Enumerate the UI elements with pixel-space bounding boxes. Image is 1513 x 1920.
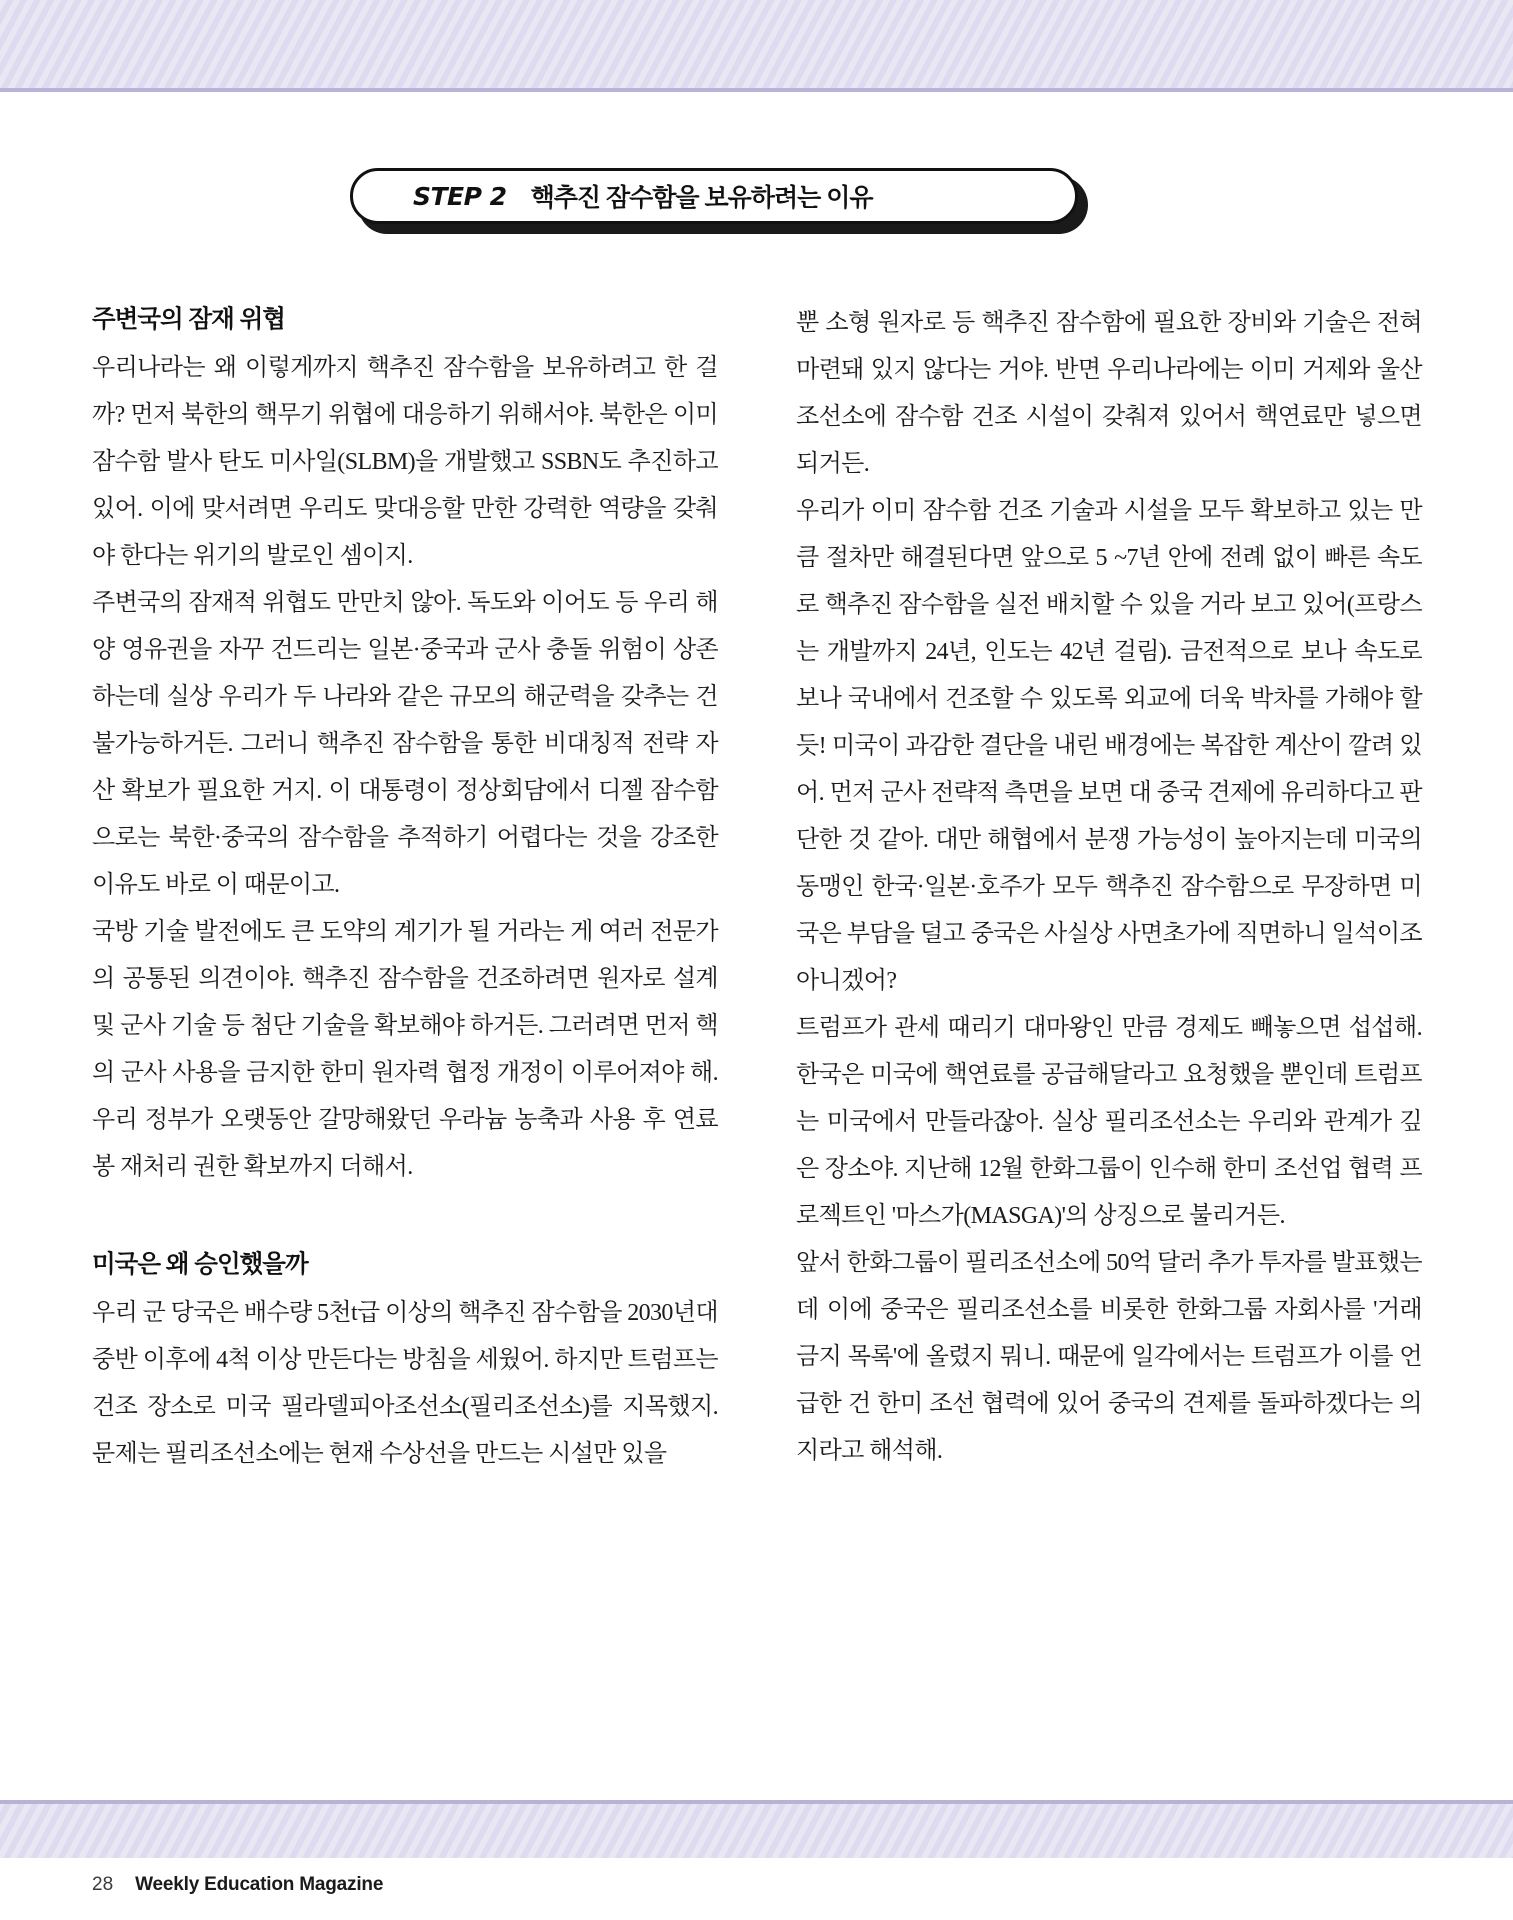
step-title: 핵추진 잠수함을 보유하려는 이유 xyxy=(530,184,873,212)
right-paragraph-3: 트럼프가 관세 때리기 대마왕인 만큼 경제도 빼놓으면 섭섭해. 한국은 미국에 핵연료를 공급해달라고 요청했을 뿐인데 트럼프는 미국에서 만들라잖아. 실상 필리조선소는 우리와 관계가 깊은 장소야. 지난해 12월 한화그룹이 인수해 한미 조선업 협력 프로젝트인 '마스가(MASGA)'의 상징으로 불리거든. xyxy=(796,1015,1422,1229)
step-header-pill xyxy=(350,168,1078,224)
left-column xyxy=(92,300,718,1478)
page-footer xyxy=(92,1874,383,1896)
page-number: 28 xyxy=(92,1874,114,1895)
left-paragraph-4: 우리 군 당국은 배수량 5천t급 이상의 핵추진 잠수함을 2030년대 중반 이후에 4척 이상 만든다는 방침을 세웠어. 하지만 트럼프는 건조 장소로 미국 필라델피아조선소(필리조선소)를 지목했지. 문제는 필리조선소에는 현재 수상선을 만드는 시설만 있을 xyxy=(92,1300,718,1467)
top-decorative-band xyxy=(0,0,1513,92)
section-heading-1: 주변국의 잠재 위협 xyxy=(92,306,285,333)
step-number: STEP 2 xyxy=(413,181,507,211)
section-heading-2: 미국은 왜 승인했을까 xyxy=(92,1251,308,1278)
right-paragraph-1: 뿐 소형 원자로 등 핵추진 잠수함에 필요한 장비와 기술은 전혀 마련돼 있지 않다는 거야. 반면 우리나라에는 이미 거제와 울산조선소에 잠수함 건조 시설이 갖춰져 있어서 핵연료만 넣으면 되거든. xyxy=(796,310,1422,477)
right-paragraph-2: 우리가 이미 잠수함 건조 기술과 시설을 모두 확보하고 있는 만큼 절차만 해결된다면 앞으로 5 ~7년 안에 전례 없이 빠른 속도로 핵추진 잠수함을 실전 배치할 수 있을 거라 보고 있어(프랑스는 개발까지 24년, 인도는 42년 걸림). 금전적으로 보나 속도로 보나 국내에서 건조할 수 있도록 외교에 더욱 박차를 가해야 할 듯! 미국이 과감한 결단을 내린 배경에는 복잡한 계산이 깔려 있어. 먼저 군사 전략적 측면을 보면 대 중국 견제에 유리하다고 판단한 것 같아. 대만 해협에서 분쟁 가능성이 높아지는데 미국의 동맹인 한국·일본·호주가 모두 핵추진 잠수함으로 무장하면 미국은 부담을 덜고 중국은 사실상 사면초가에 직면하니 일석이조 아니겠어? xyxy=(796,498,1422,994)
left-paragraph-2: 주변국의 잠재적 위협도 만만치 않아. 독도와 이어도 등 우리 해양 영유권을 자꾸 건드리는 일본·중국과 군사 충돌 위험이 상존하는데 실상 우리가 두 나라와 같은 규모의 해군력을 갖추는 건 불가능하거든. 그러니 핵추진 잠수함을 통한 비대칭적 전략 자산 확보가 필요한 거지. 이 대통령이 정상회담에서 디젤 잠수함으로는 북한·중국의 잠수함을 추적하기 어렵다는 것을 강조한 이유도 바로 이 때문이고. xyxy=(92,590,718,898)
left-paragraph-3: 국방 기술 발전에도 큰 도약의 계기가 될 거라는 게 여러 전문가의 공통된 의견이야. 핵추진 잠수함을 건조하려면 원자로 설계 및 군사 기술 등 첨단 기술을 확보해야 하거든. 그러려면 먼저 핵의 군사 사용을 금지한 한미 원자력 협정 개정이 이루어져야 해. 우리 정부가 오랫동안 갈망해왔던 우라늄 농축과 사용 후 연료봉 재처리 권한 확보까지 더해서. xyxy=(92,919,718,1180)
right-column xyxy=(796,300,1422,1478)
article-body xyxy=(92,300,1422,1478)
step-header xyxy=(350,168,1080,230)
left-paragraph-1: 우리나라는 왜 이렇게까지 핵추진 잠수함을 보유하려고 한 걸까? 먼저 북한의 핵무기 위협에 대응하기 위해서야. 북한은 이미 잠수함 발사 탄도 미사일(SLBM)을 개발했고 SSBN도 추진하고 있어. 이에 맞서려면 우리도 맞대응할 만한 강력한 역량을 갖춰야 한다는 위기의 발로인 셈이지. xyxy=(92,355,718,569)
right-paragraph-4: 앞서 한화그룹이 필리조선소에 50억 달러 추가 투자를 발표했는데 이에 중국은 필리조선소를 비롯한 한화그룹 자회사를 '거래 금지 목록'에 올렸지 뭐니. 때문에 일각에서는 트럼프가 이를 언급한 건 한미 조선 협력에 있어 중국의 견제를 돌파하겠다는 의지라고 해석해. xyxy=(796,1250,1422,1464)
top-band-rule xyxy=(0,88,1513,92)
bottom-band-rule xyxy=(0,1800,1513,1804)
magazine-title: Weekly Education Magazine xyxy=(135,1874,384,1895)
